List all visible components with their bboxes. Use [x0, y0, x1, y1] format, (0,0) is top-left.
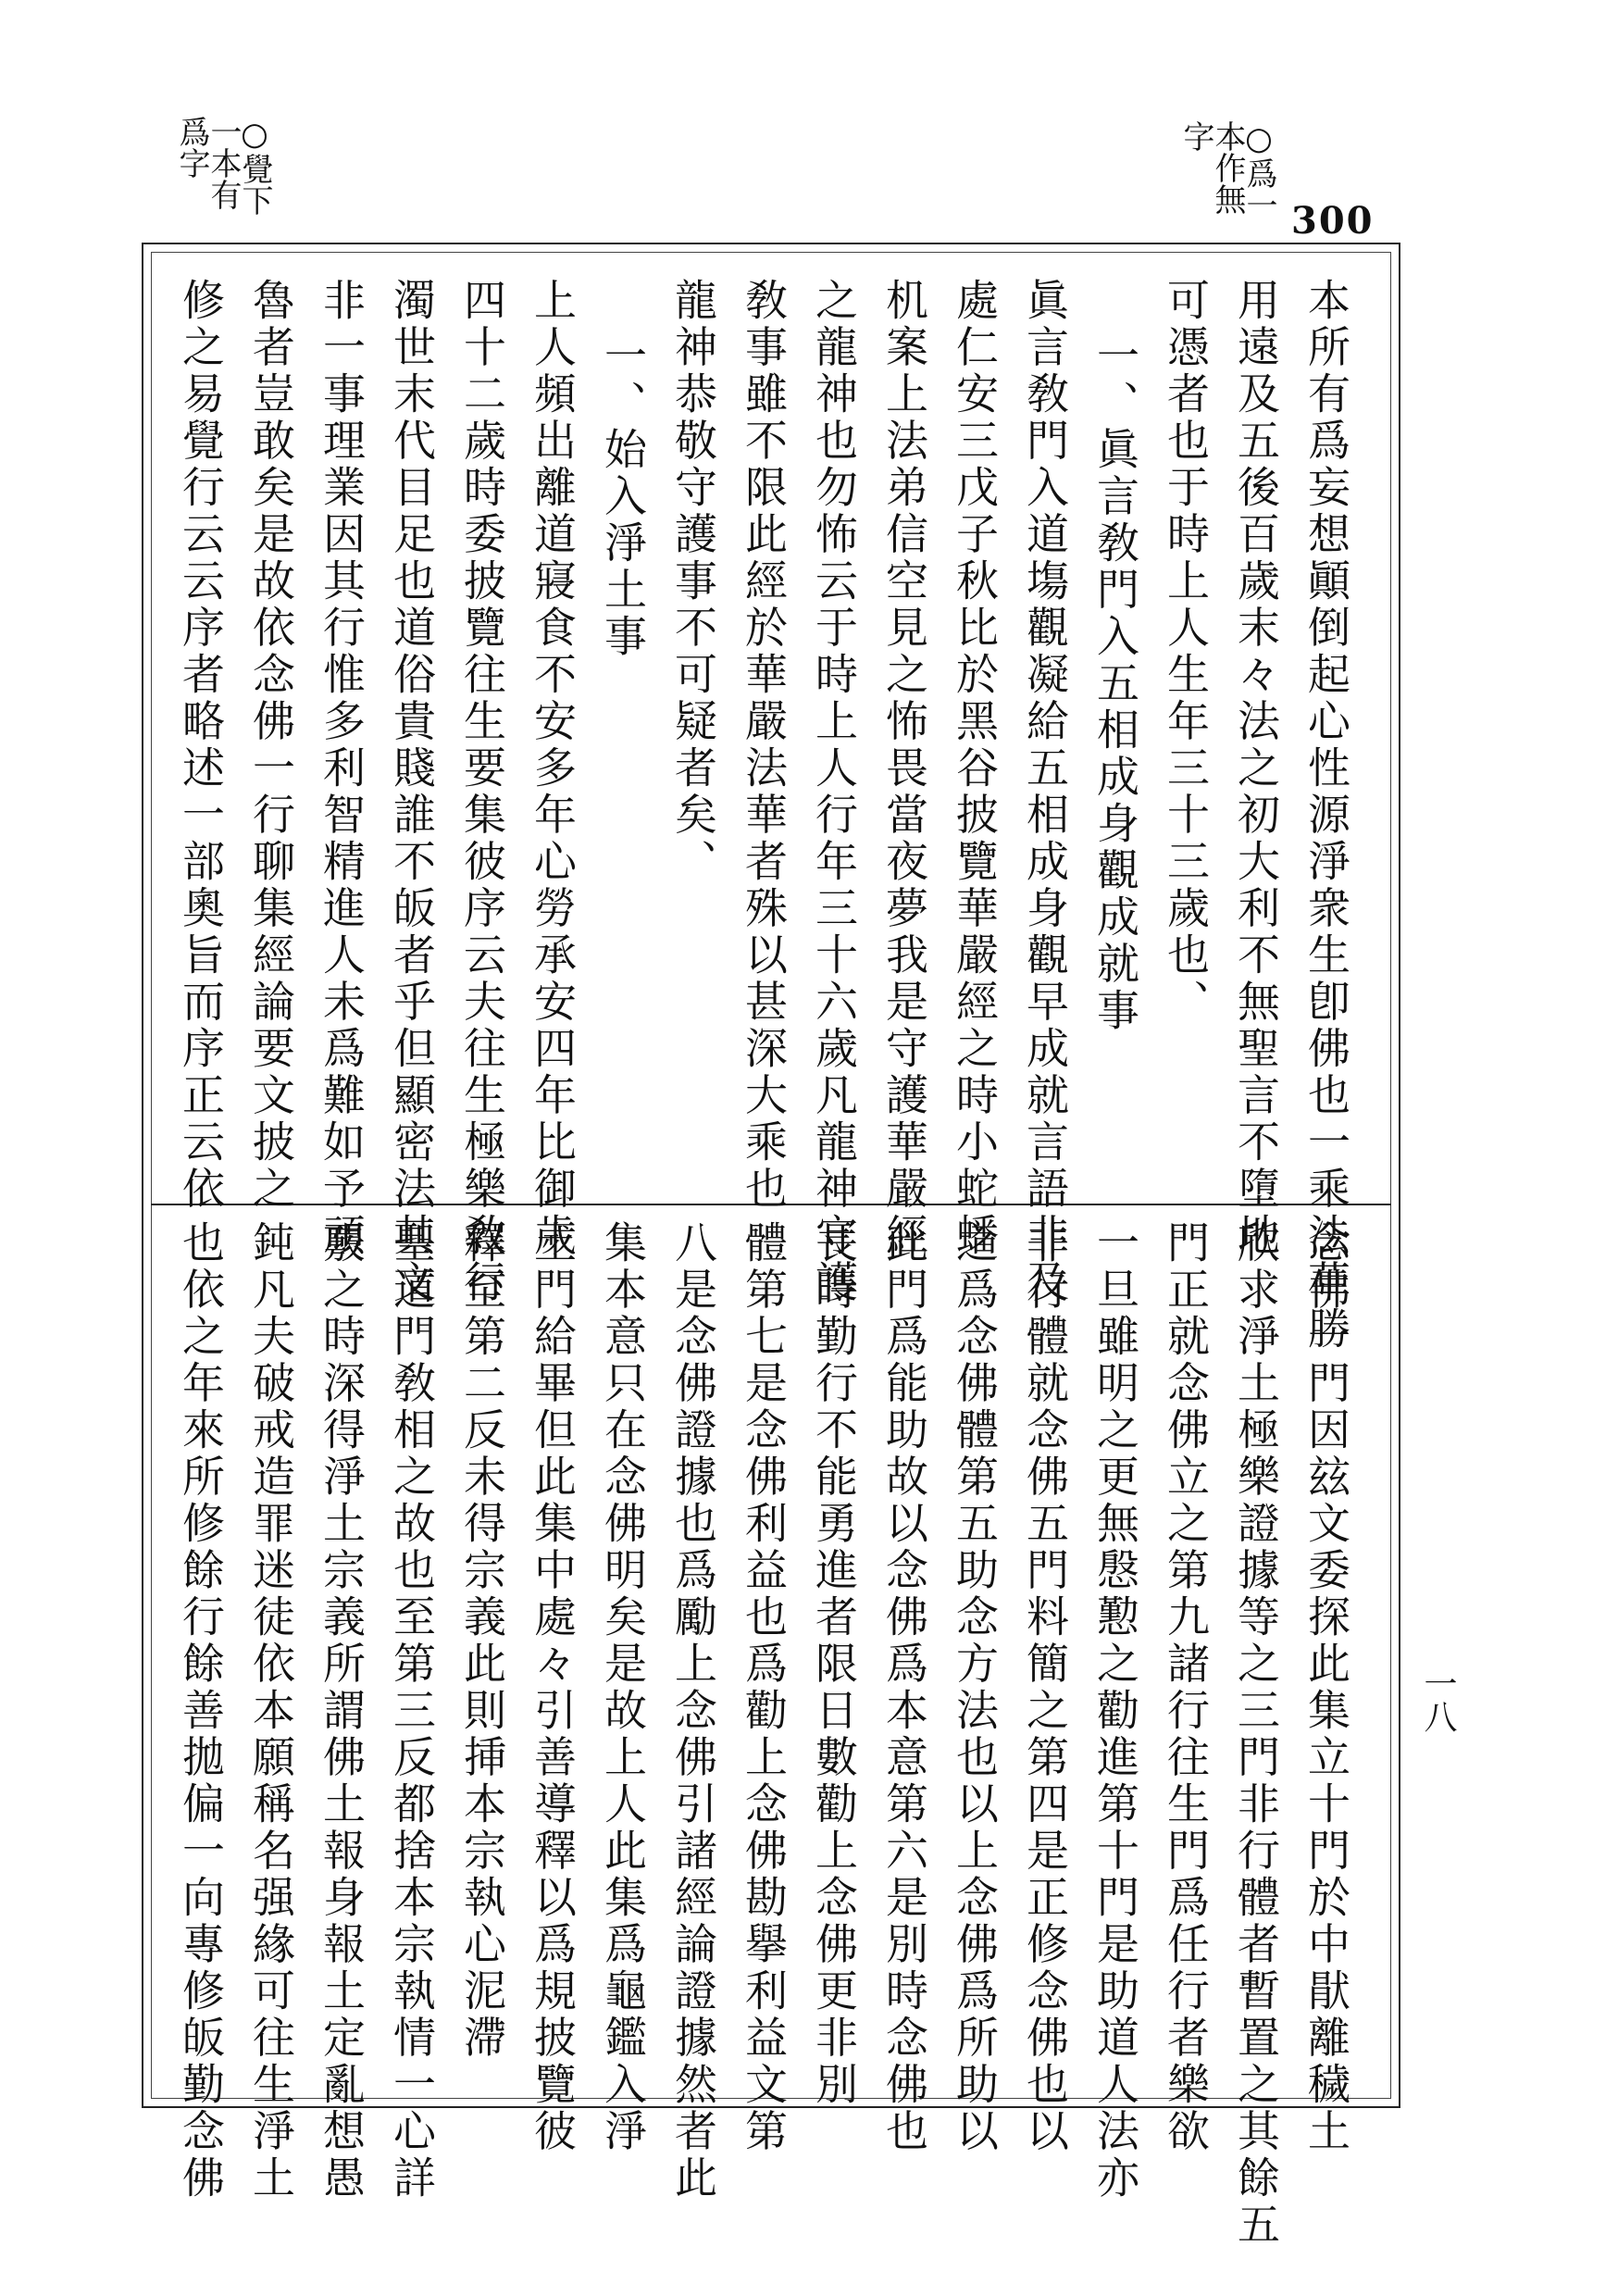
- text-column: 八是念佛證據也爲勵上念佛引諸經論證據然者此: [668, 1220, 718, 2202]
- text-column: 之龍神也勿怖云于時上人行年三十六歲凡龍神守護: [809, 278, 859, 1306]
- page-number: 300: [1291, 199, 1375, 243]
- side-page-number: 一八: [1419, 1666, 1457, 1733]
- text-column: 濁世末代目足也道俗貴賤誰不皈者乎但顯密法其文: [387, 278, 437, 1306]
- text-column: 處仁安三戊子秋比於黑谷披覽華嚴經之時小蛇蟠: [950, 278, 1000, 1260]
- text-column: 四十二歲時委披覽往生要集彼序云夫往生極樂敎行: [457, 278, 507, 1306]
- text-column: 集本意只在念佛明矣是故上人此集爲龜鑑入淨: [598, 1220, 648, 2155]
- section-heading: 一、眞言敎門入五相成身觀成就事: [1090, 333, 1140, 1035]
- text-column: 覈之時深得淨土宗義所謂佛土報身報土定亂想愚: [317, 1220, 367, 2202]
- text-column: 此門爲能助故以念佛爲本意第六是別時念佛也: [879, 1220, 929, 2155]
- margin-note-right: ○爲一本作無字: [1177, 120, 1277, 220]
- text-column: 土門給畢但此集中處々引善導釋以爲規披覽彼: [528, 1220, 578, 2155]
- text-column: 用遠及五後百歲末々法之初大利不無聖言不墮地: [1231, 278, 1281, 1260]
- text-column: 非行體就念佛五門料簡之第四是正修念佛也以: [1020, 1220, 1070, 2155]
- text-column: 一旦雖明之更無慇懃之勸進第十門是助道人法亦: [1090, 1220, 1140, 2202]
- text-column: 魯者豈敢矣是故依念佛一行聊集經論要文披之: [246, 278, 296, 1213]
- text-column: 可憑者也于時上人生年三十三歲也、: [1161, 278, 1211, 1026]
- text-column: 體第七是念佛利益也爲勸上念佛勘擧利益文第: [739, 1220, 789, 2155]
- text-column: 釋至第二反未得宗義此則挿本宗執心泥滯: [457, 1220, 507, 2062]
- text-column: 机案上法弟信空見之怖畏當夜夢我是守護華嚴經: [879, 278, 929, 1260]
- text-column: 敎事雖不限此經於華嚴法華者殊以甚深大乘也: [739, 278, 789, 1213]
- text-column: 本所有爲妄想顚倒起心性源淨衆生卽佛也一乘法華勝: [1301, 278, 1351, 1354]
- text-column: 也依之年來所修餘行餘善拋偏一向專修皈勤念佛: [176, 1220, 226, 2202]
- text-column: 非一事理業因其行惟多利智精進人未爲難如予頑: [317, 278, 367, 1260]
- text-column: 上人頻出離道寢食不安多年心勞承安四年比御歲: [528, 278, 578, 1260]
- text-column: 修之易覺行云云序者略述一部奧旨而序正云依: [176, 278, 226, 1213]
- text-column: 聖道門敎相之故也至第三反都捨本宗執情一心詳: [387, 1220, 437, 2202]
- text-column: 之爲念佛體第五助念方法也以上念佛爲所助以: [950, 1220, 1000, 2155]
- text-column: 門正就念佛立之第九諸行往生門爲任行者樂欲: [1161, 1220, 1211, 2155]
- text-column: 念佛一門因玆文委探此集立十門於中猒離穢土: [1301, 1220, 1351, 2155]
- margin-note-left: ○覺下一本有爲字: [173, 116, 273, 216]
- text-column: 眞言敎門入道塲觀凝給五相成身觀早成就言語非及: [1020, 278, 1070, 1306]
- text-column: 長時勤行不能勇進者限日數勸上念佛更非別: [809, 1220, 859, 2109]
- section-heading: 一、始入淨土事: [598, 333, 648, 661]
- text-column: 欣求淨土極樂證據等之三門非行體者暫置之其餘五: [1231, 1220, 1281, 2249]
- text-column: 鈍凡夫破戒造罪迷徒依本願稱名强緣可往生淨土: [246, 1220, 296, 2202]
- text-column: 龍神恭敬守護事不可疑者矣、: [668, 278, 718, 886]
